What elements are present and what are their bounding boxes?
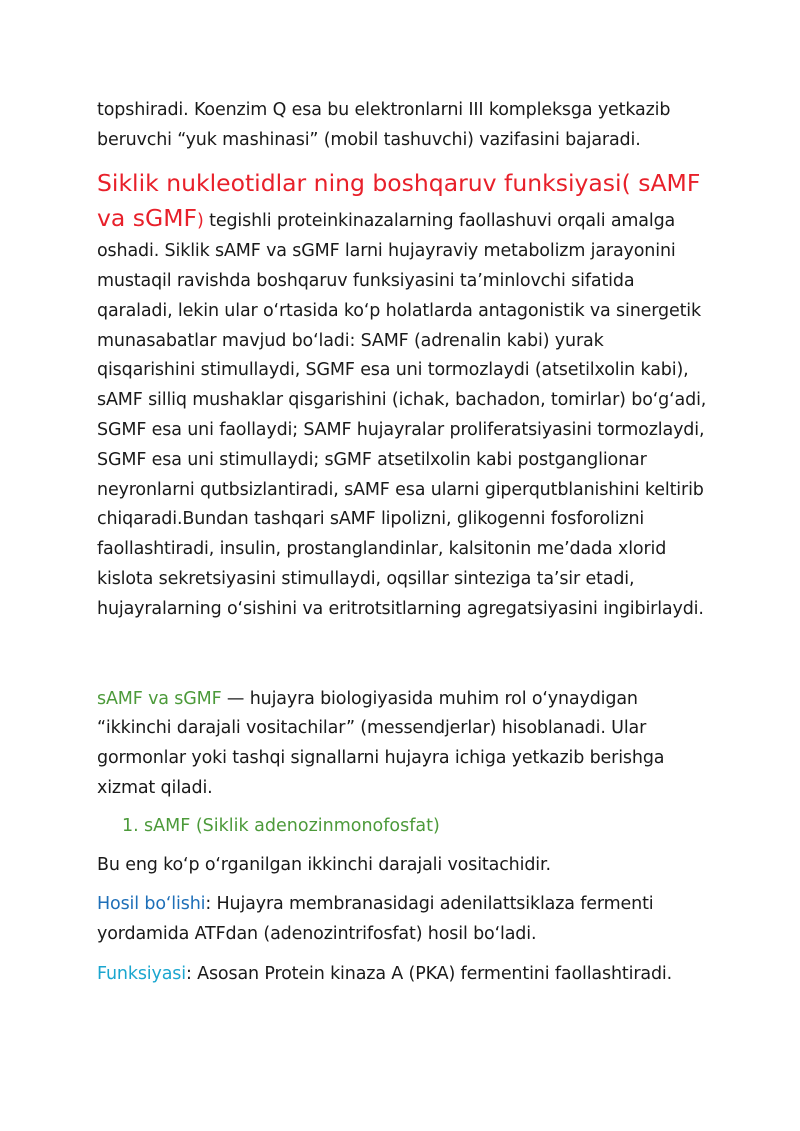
function-text: : Asosan Protein kinaza A (PKA) fermentini faollashtiradi. bbox=[185, 963, 673, 984]
section-body: tegishli proteinkinazalarning faollashuvi orqali amalga oshadi. Siklik sAMF va sGMF larni hujayraviy metabolizm jarayonini mustaqil ravishda boshqaruv funksiyasini ta’minlovchi sifatida qaraladi, lekin ular o‘rtasida ko‘p holatlarda antagonistik va sinergetik munasabatlar mavjud bo‘ladi: SAMF (adrenalin kabi) yurak qisqarishini stimullaydi, SGMF esa uni tormozlaydi (atsetilxolin kabi), sAMF silliq mushaklar qisgarishini (ichak, bachadon, tomirlar) bo‘g‘adi, SGMF esa uni faollaydi; SAMF hujayralar proliferatsiyasini tormozlaydi, SGMF esa uni stimullaydi; sGMF atsetilxolin kabi postganglionar neyronlarni qutbsizlantiradi, sAMF esa ularni giperqutblanishini keltirib chiqaradi.Bundan tashqari sAMF lipolizni, glikogenni fosforolizni faollashtiradi, insulin, prostanglandinlar, kalsitonin me’dada xlorid kislota sekretsiyasini stimullaydi, oqsillar sinteziga ta’sir etadi, hujayralarning o‘sishini va eritrotsitlarning agregatsiyasini ingibirlaydi. bbox=[97, 211, 707, 619]
document-content bbox=[97, 96, 707, 990]
messengers-text: — hujayra biologiyasida muhim rol o‘ynaydigan “ikkinchi darajali vositachilar” (messendjerlar) hisoblanadi. Ular gormonlar yoki tashqi signallarni hujayra ichiga yetkazib berishga xizmat qiladi. bbox=[97, 688, 665, 798]
function-paragraph bbox=[97, 960, 707, 990]
formation-paragraph bbox=[97, 890, 707, 950]
list-item-label: sAMF (Siklik adenozinmonofosfat) bbox=[144, 815, 440, 836]
formation-label: Hosil bo‘lishi bbox=[97, 894, 206, 915]
section-paragraph bbox=[97, 166, 707, 625]
section-heading-paren: ) bbox=[197, 211, 204, 232]
formation-text: : Hujayra membranasidagi adenilattsiklaza fermenti yordamida ATFdan (adenozintrifosfat) hosil bo‘ladi. bbox=[97, 894, 654, 945]
messengers-paragraph bbox=[97, 685, 707, 804]
list-item bbox=[97, 812, 707, 842]
section-heading: Siklik nukleotidlar ning boshqaruv funksiyasi( sAMF va sGMF bbox=[97, 168, 701, 233]
function-label: Funksiyasi bbox=[97, 963, 186, 984]
list-item-number: 1. bbox=[122, 815, 139, 836]
intro-paragraph: topshiradi. Koenzim Q esa bu elektronlarni III kompleksga yetkazib beruvchi “yuk mashinasi” (mobil tashuvchi) vazifasini bajaradi. bbox=[97, 100, 671, 150]
messengers-term: sAMF va sGMF bbox=[97, 688, 222, 709]
studied-paragraph: Bu eng ko‘p o‘rganilgan ikkinchi darajali vositachidir. bbox=[97, 854, 551, 875]
